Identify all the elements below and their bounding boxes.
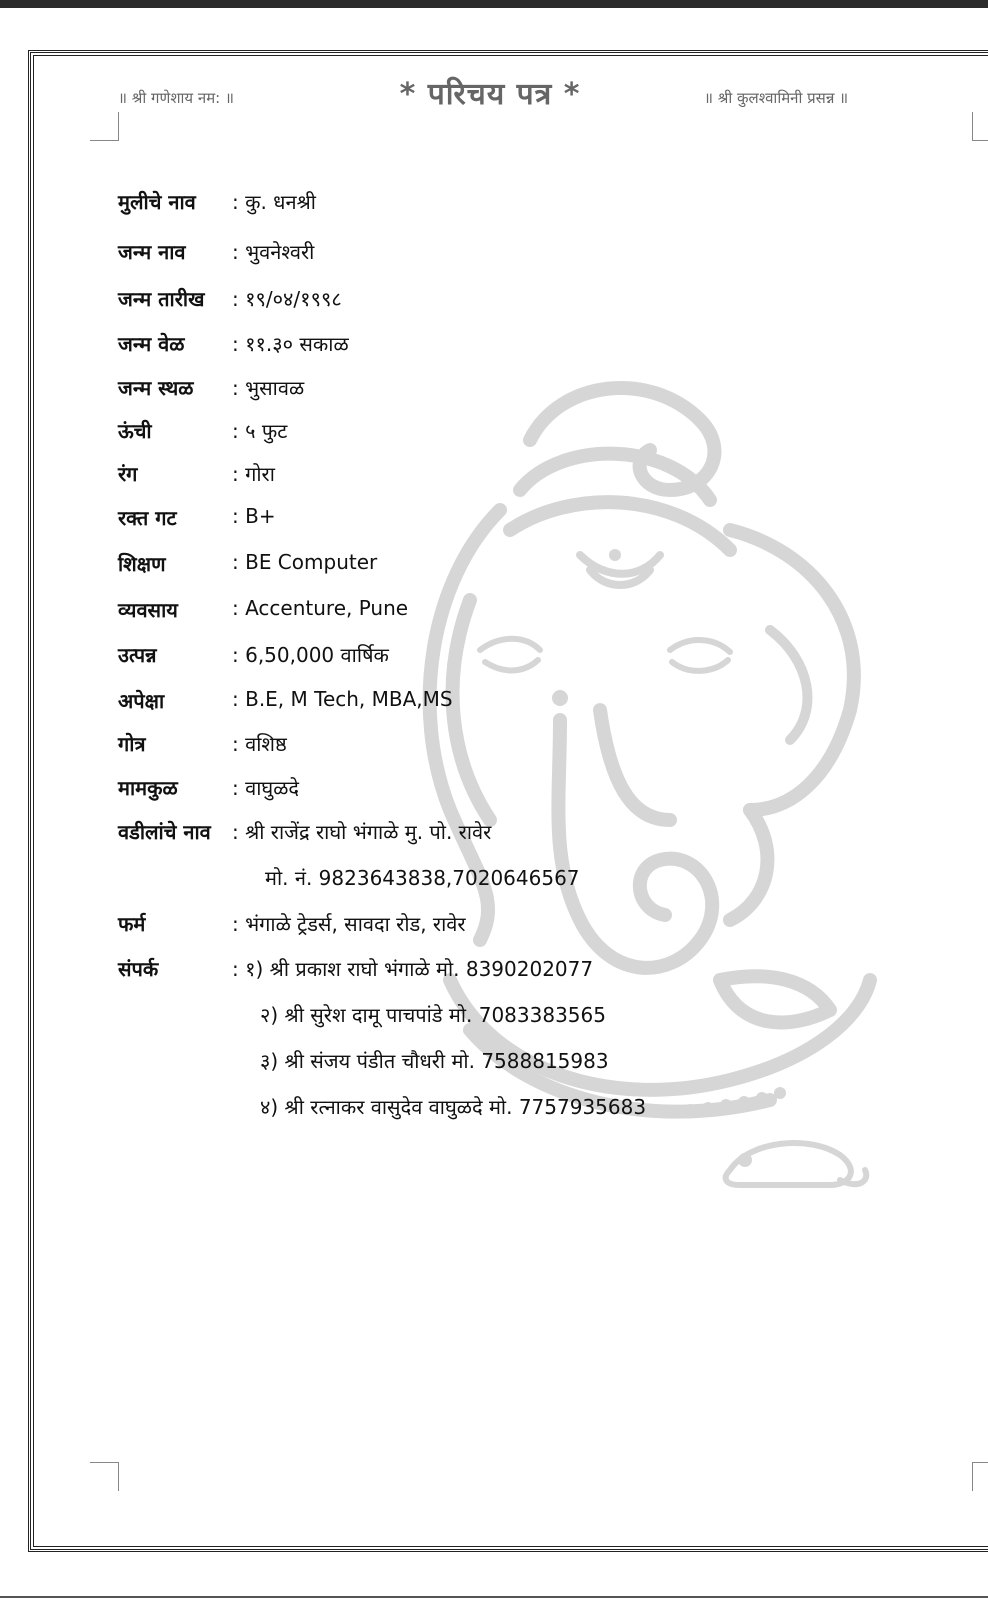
field-label: रंग: [118, 462, 138, 486]
field-label: व्यवसाय: [118, 598, 178, 622]
field-value: : श्री राजेंद्र राघो भंगाळे मु. पो. रावेर: [232, 820, 492, 844]
field-value: : भुवनेश्वरी: [232, 240, 315, 264]
field-label: शिक्षण: [118, 552, 166, 576]
field-value: : BE Computer: [232, 550, 378, 574]
field-label: ऊंची: [118, 419, 152, 443]
crop-mark-bottom-right: [972, 1462, 988, 1491]
page-title-text: * परिचय पत्र *: [399, 77, 581, 112]
contact-item: ३) श्री संजय पंडीत चौधरी मो. 7588815983: [260, 1049, 609, 1073]
crop-mark-bottom-left: [90, 1462, 119, 1491]
field-label: जन्म स्थळ: [118, 376, 194, 400]
father-phone: मो. नं. 9823643838,7020646567: [265, 866, 580, 890]
field-label: जन्म तारीख: [118, 287, 205, 311]
field-label: मुलीचे नाव: [118, 190, 196, 214]
top-bar: [0, 0, 988, 8]
field-label: वडीलांचे नाव: [118, 820, 211, 844]
field-value: : भुसावळ: [232, 376, 305, 400]
contact-item: २) श्री सुरेश दामू पाचपांडे मो. 7083383565: [260, 1003, 606, 1027]
header-right-blessing: ॥ श्री कुलश्वामिनी प्रसन्न ॥: [704, 89, 849, 107]
crop-mark-top-right: [972, 112, 988, 141]
field-value: : Accenture, Pune: [232, 596, 409, 620]
field-value: : गोरा: [232, 462, 275, 486]
field-value: : कु. धनश्री: [232, 190, 316, 214]
field-label: गोत्र: [118, 732, 146, 756]
field-label: संपर्क: [118, 957, 159, 981]
field-value: : भंगाळे ट्रेडर्स, सावदा रोड, रावेर: [232, 912, 466, 936]
field-value: : १९/०४/१९९८: [232, 287, 342, 311]
field-value: : वशिष्ठ: [232, 732, 287, 756]
field-label: जन्म वेळ: [118, 332, 185, 356]
field-value: : वाघुळदे: [232, 776, 300, 800]
field-label: अपेक्षा: [118, 689, 165, 713]
field-label: उत्पन्न: [118, 643, 157, 667]
crop-mark-top-left: [90, 112, 119, 141]
field-value: : ११.३० सकाळ: [232, 332, 349, 356]
field-label: रक्त गट: [118, 506, 177, 530]
field-label: जन्म नाव: [118, 240, 186, 264]
field-value: : ५ फुट: [232, 419, 288, 443]
bottom-edge: [0, 1596, 988, 1598]
field-value: : B+: [232, 504, 276, 528]
field-value: : B.E, M Tech, MBA,MS: [232, 687, 453, 711]
field-label: मामकुळ: [118, 776, 178, 800]
contact-item: ४) श्री रत्नाकर वासुदेव वाघुळदे मो. 7757935683: [260, 1095, 647, 1119]
field-label: फर्म: [118, 912, 146, 936]
field-value: : 6,50,000 वार्षिक: [232, 643, 389, 667]
header-left-blessing: ॥ श्री गणेशाय नम: ॥: [118, 89, 234, 107]
field-value: : १) श्री प्रकाश राघो भंगाळे मो. 8390202077: [232, 957, 594, 981]
